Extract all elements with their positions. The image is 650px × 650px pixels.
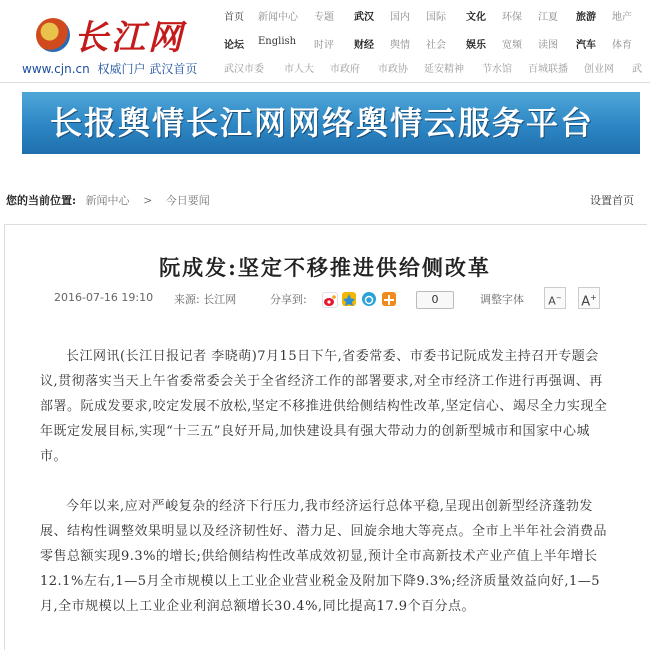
weibo-share-icon[interactable] (322, 292, 338, 308)
tencent-share-icon[interactable] (362, 292, 376, 306)
nav-link-travel[interactable]: 旅游 (576, 12, 596, 23)
nav-link-municipal-party[interactable]: 武汉市委 (224, 64, 264, 75)
qzone-share-icon[interactable] (342, 292, 356, 306)
nav-link-auto[interactable]: 汽车 (576, 40, 596, 51)
more-share-icon[interactable] (382, 292, 396, 306)
nav-link-city-broadcast[interactable]: 百城联播 (528, 64, 568, 75)
article-date: 2016-07-16 19:10 (54, 291, 154, 304)
nav-link-english[interactable]: English (258, 36, 297, 47)
nav-link-public-opinion[interactable]: 舆情 (390, 40, 410, 51)
site-logo[interactable] (22, 4, 212, 79)
nav-row-tertiary (220, 60, 650, 82)
nav-link-special[interactable]: 专题 (314, 12, 334, 23)
banner-ad[interactable] (22, 92, 640, 154)
breadcrumb-link-news-center[interactable]: 新闻中心 (85, 194, 130, 207)
font-decrease-label: A (548, 294, 556, 308)
domain-text: www.cjn.cn (22, 62, 90, 76)
slogan-text: 权威门户 武汉首页 (97, 62, 198, 76)
nav-link-domestic[interactable]: 国内 (390, 12, 410, 23)
nav-link-city-government[interactable]: 市政府 (330, 64, 360, 75)
nav-link-water-saving[interactable]: 节水馆 (482, 64, 512, 75)
font-decrease-button[interactable]: A− (544, 287, 566, 309)
logo-text: 长江网 (74, 18, 185, 58)
nav-link-entertainment[interactable]: 娱乐 (466, 40, 486, 51)
share-label: 分享到: (270, 293, 307, 306)
nav-link-culture[interactable]: 文化 (466, 12, 486, 23)
font-size-label: 调整字体 (480, 293, 524, 306)
article-paragraph: 长江网讯(长江日报记者 李晓萌)7月15日下午,省委常委、市委书记阮成发主持召开专题会议,贯彻落实当天上午省委常委会关于全省经济工作的部署要求,对全市经济工作进行再强调、再部署。阮成发要求,咬定发展不放松,坚定不移推进供给侧结构性改革,坚定信心、竭尽全力实现全年既定发展目标,实现“十三五”良好开局,加快建设具有强大带动力的创新型城市和国家中心城市。 (40, 349, 608, 464)
article-source: 来源: 长江网 (174, 293, 237, 306)
header-divider (0, 82, 650, 83)
nav-row-primary (220, 8, 650, 30)
nav-link-commentary[interactable]: 时评 (314, 40, 334, 51)
logo-emblem-icon (36, 18, 70, 52)
nav-link-international[interactable]: 国际 (426, 12, 446, 23)
nav-link-wuhan[interactable]: 武汉 (354, 12, 374, 23)
nav-link-jiangxia[interactable]: 江夏 (538, 12, 558, 23)
nav-link-forum[interactable]: 论坛 (224, 40, 244, 51)
nav-link-pictures[interactable]: 读图 (538, 40, 558, 51)
nav-link-sports[interactable]: 体育 (612, 40, 632, 51)
nav-link-realestate[interactable]: 地产 (612, 12, 632, 23)
nav-link-finance[interactable]: 财经 (354, 40, 374, 51)
nav-link-society[interactable]: 社会 (426, 40, 446, 51)
nav-link-yanan-spirit[interactable]: 延安精神 (424, 64, 464, 75)
breadcrumb-link-today-news[interactable]: 今日要闻 (165, 194, 210, 207)
article-paragraph: 今年以来,应对严峻复杂的经济下行压力,我市经济运行总体平稳,呈现出创新型经济蓬勃发展、结构性调整效果明显以及经济韧性好、潜力足、回旋余地大等亮点。全市上半年社会消费品零售总额实现9.3%的增长;供给侧结构性改革成效初显,预计全市高新技术产业产值上半年增长12.1%左右,1—5月全市规模以上工业企业营业税金及附加下降9.3%;经济质量效益向好,1—5月,全市规模以上工业企业利润总额增长30.4%,同比提高17.9个百分点。 (40, 499, 608, 614)
breadcrumb-separator: > (143, 194, 153, 207)
banner-text: 长报舆情长江网网络舆情云服务平台 (50, 104, 595, 142)
nav-link-npc[interactable]: 市人大 (284, 64, 314, 75)
nav-row-secondary (220, 36, 650, 58)
breadcrumb (6, 192, 210, 208)
breadcrumb-label: 您的当前位置: (6, 194, 77, 207)
set-homepage-link[interactable]: 设置首页 (590, 194, 634, 207)
font-increase-button[interactable]: A+ (578, 287, 600, 309)
nav-link-news-center[interactable]: 新闻中心 (258, 12, 298, 23)
logo-domain (22, 60, 197, 77)
nav-link-home[interactable]: 首页 (224, 12, 244, 23)
share-count: 0 (416, 291, 454, 309)
nav-link-cppcc[interactable]: 市政协 (378, 64, 408, 75)
font-increase-label: A (581, 294, 591, 310)
article-title: 阮成发:坚定不移推进供给侧改革 (159, 255, 491, 280)
nav-link-broadband[interactable]: 宽频 (502, 40, 522, 51)
nav-link-environment[interactable]: 环保 (502, 12, 522, 23)
nav-link-startup[interactable]: 创业网 (584, 64, 614, 75)
nav-link-more[interactable]: 武 (632, 64, 642, 75)
